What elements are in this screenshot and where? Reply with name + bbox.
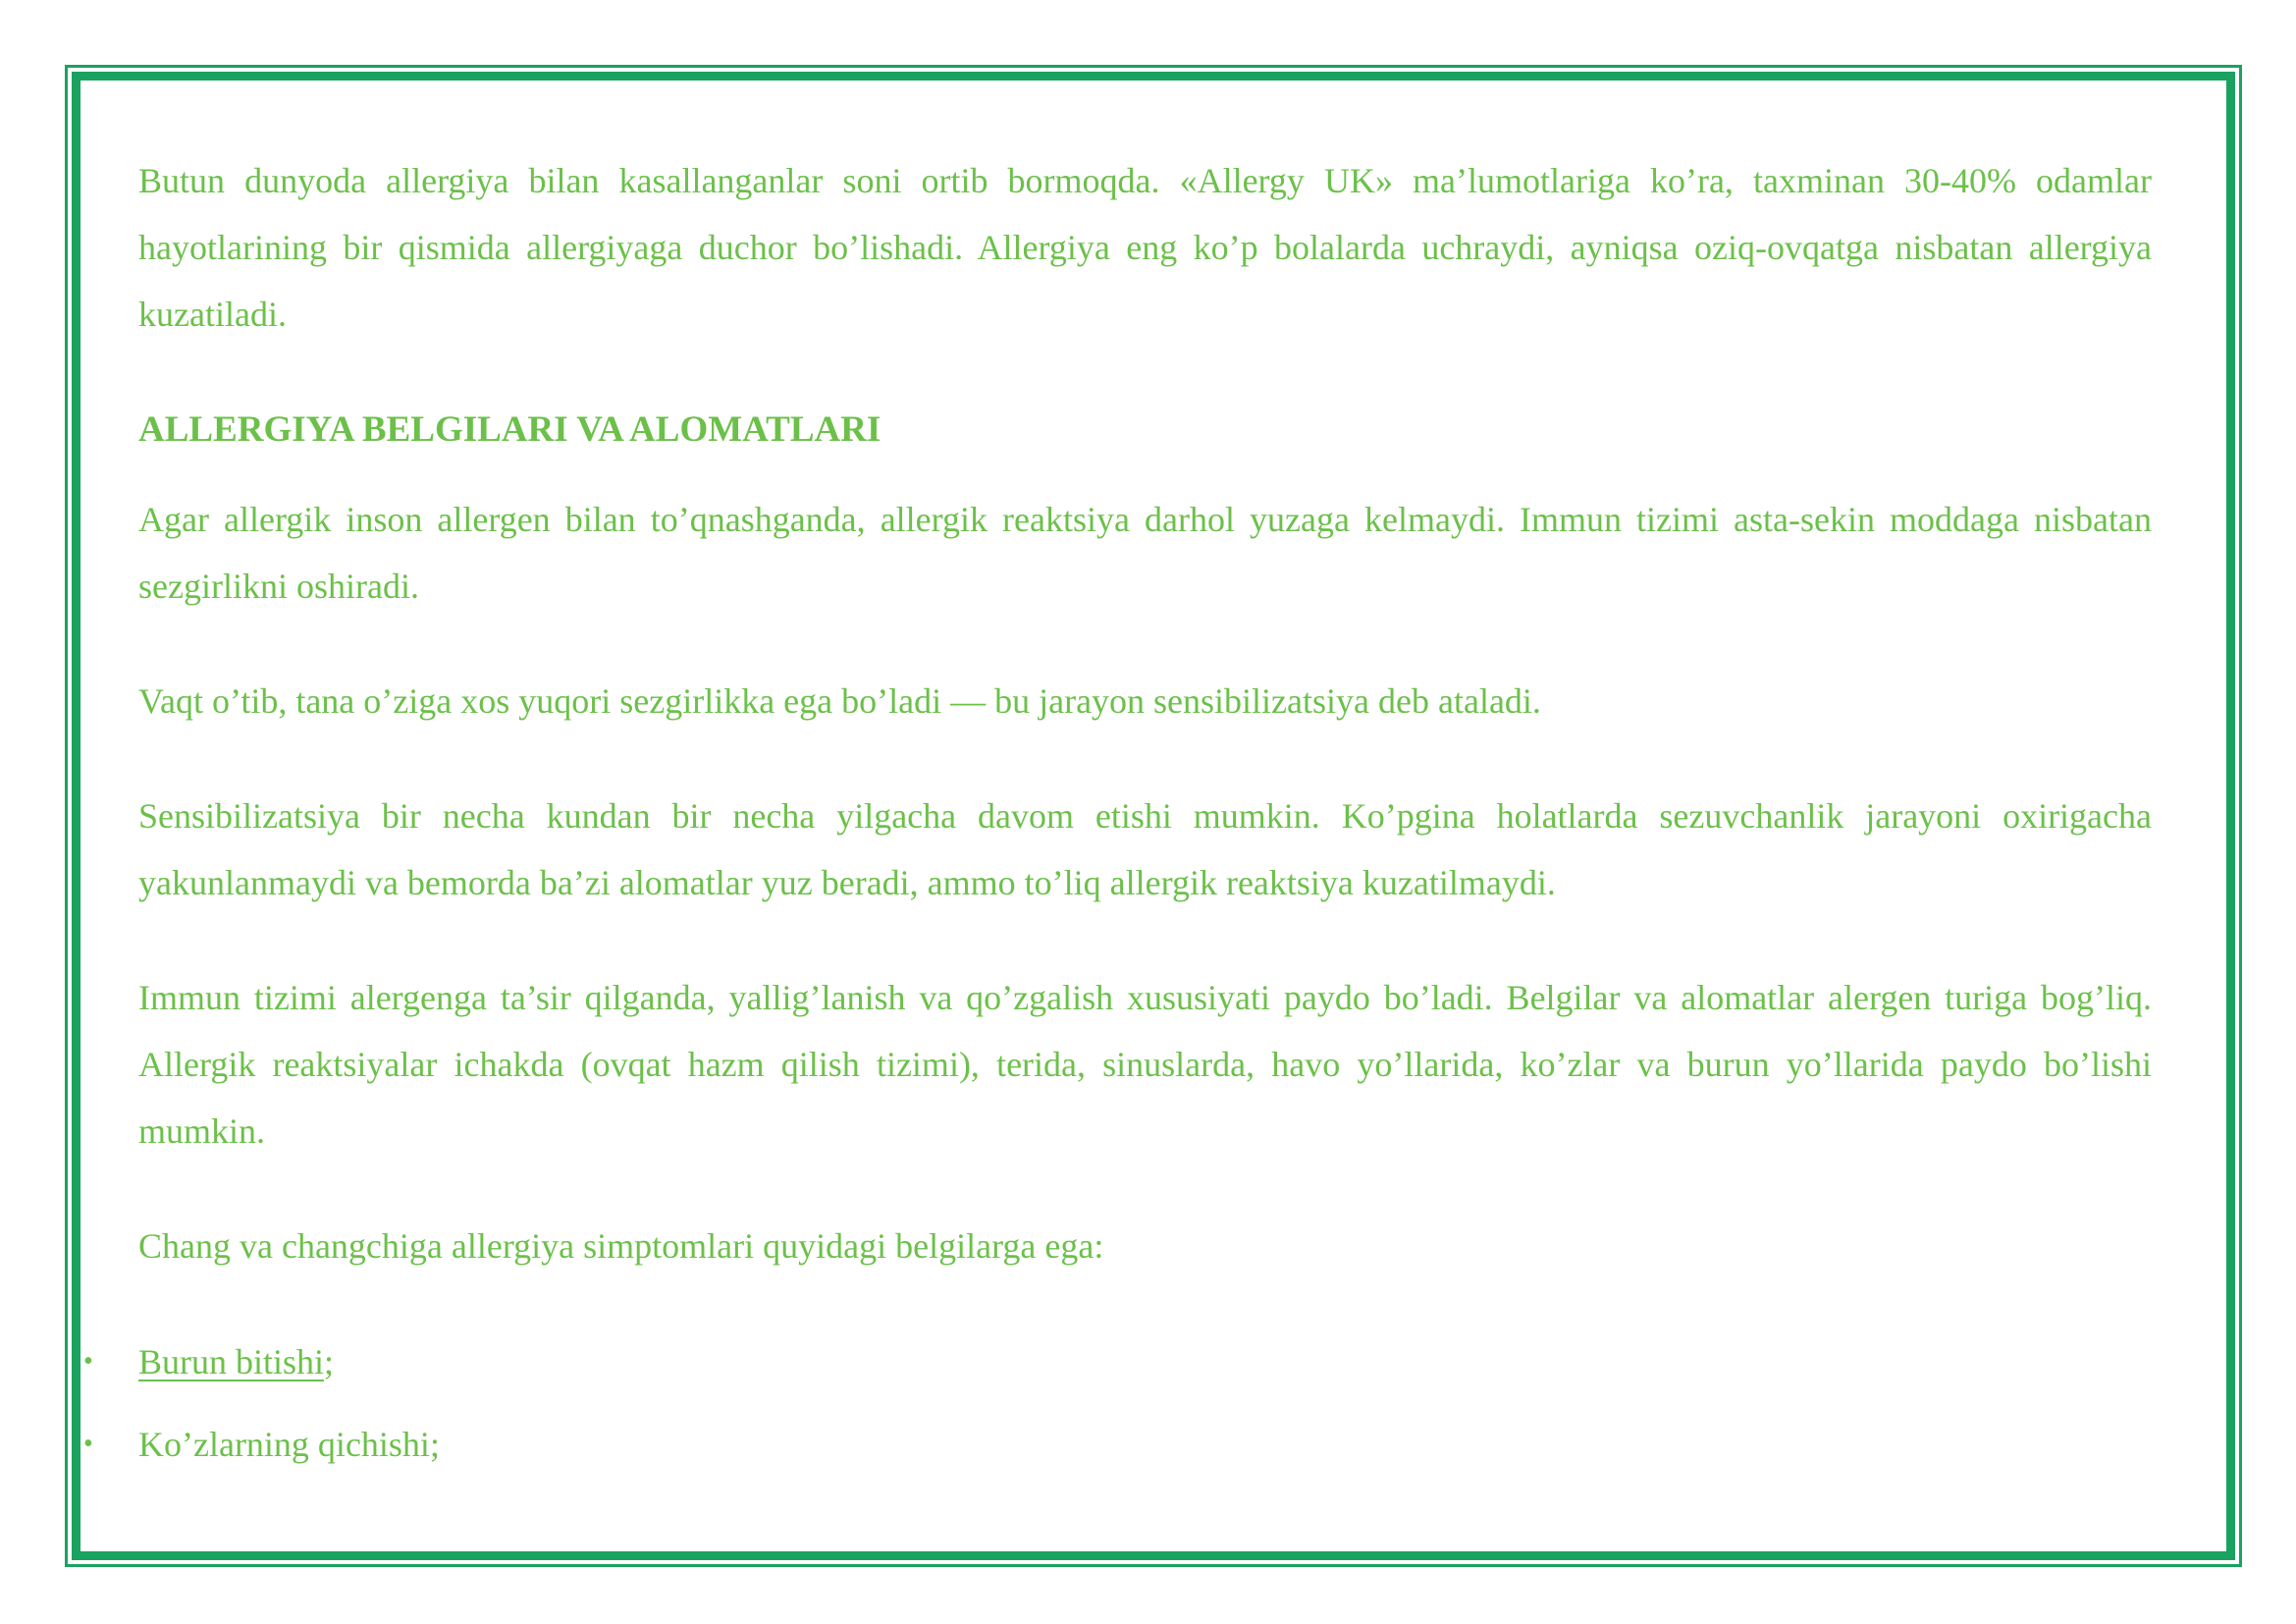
list-item [83, 1411, 2152, 1478]
duration-paragraph: Sensibilizatsiya bir necha kundan bir necha yilgacha davom etishi mumkin. Ko’pgina holatlarda sezuvchanlik jarayoni oxirigacha yakunlanmaydi va bemorda ba’zi alomatlar yuz beradi, ammo to’liq allergik reaktsiya kuzatilmaydi. [138, 796, 2152, 902]
document-body [83, 147, 2152, 1478]
immune-response-paragraph: Immun tizimi alergenga ta’sir qilganda, yallig’lanish va qo’zgalish xususiyati paydo bo’ladi. Belgilar va alomatlar alergen turiga bog’liq. Allergik reaktsiyalar ichakda (ovqat hazm qilish tizimi), terida, sinuslarda, havo yo’llarida, ko’zlar va burun yo’llarida paydo bo’lishi mumkin. [138, 978, 2152, 1151]
symptoms-intro-paragraph: Chang va changchiga allergiya simptomlari quyidagi belgilarga ega: [138, 1226, 1104, 1266]
symptom-text-itchy-eyes: Ko’zlarning qichishi [138, 1425, 430, 1464]
list-item-suffix: ; [429, 1425, 440, 1464]
bullet-icon: • [83, 1346, 93, 1377]
section-heading: ALLERGIYA BELGILARI VA ALOMATLARI [138, 409, 881, 450]
intro-paragraph: Butun dunyoda allergiya bilan kasallanganlar soni ortib bormoqda. «Allergy UK» ma’lumotlariga ko’ra, taxminan 30-40% odamlar hayotlarining bir qismida allergiyaga duchor bo’lishadi. Allergiya eng ko’p bolalarda uchraydi, ayniqsa oziq-ovqatga nisbatan allergiya kuzatiladi. [138, 161, 2152, 334]
bullet-icon: • [83, 1429, 93, 1459]
symptom-list [83, 1328, 2152, 1478]
list-item [83, 1328, 2152, 1395]
sensibilization-paragraph: Vaqt o’tib, tana o’ziga xos yuqori sezgirlikka ega bo’ladi — bu jarayon sensibilizatsiya deb ataladi. [138, 681, 1541, 721]
symptom-link-nasal-congestion[interactable]: Burun bitishi [138, 1342, 325, 1381]
list-item-suffix: ; [324, 1342, 335, 1381]
sensitivity-paragraph: Agar allergik inson allergen bilan to’qnashganda, allergik reaktsiya darhol yuzaga kelmaydi. Immun tizimi asta-sekin moddaga nisbatan sezgirlikni oshiradi. [138, 500, 2152, 606]
